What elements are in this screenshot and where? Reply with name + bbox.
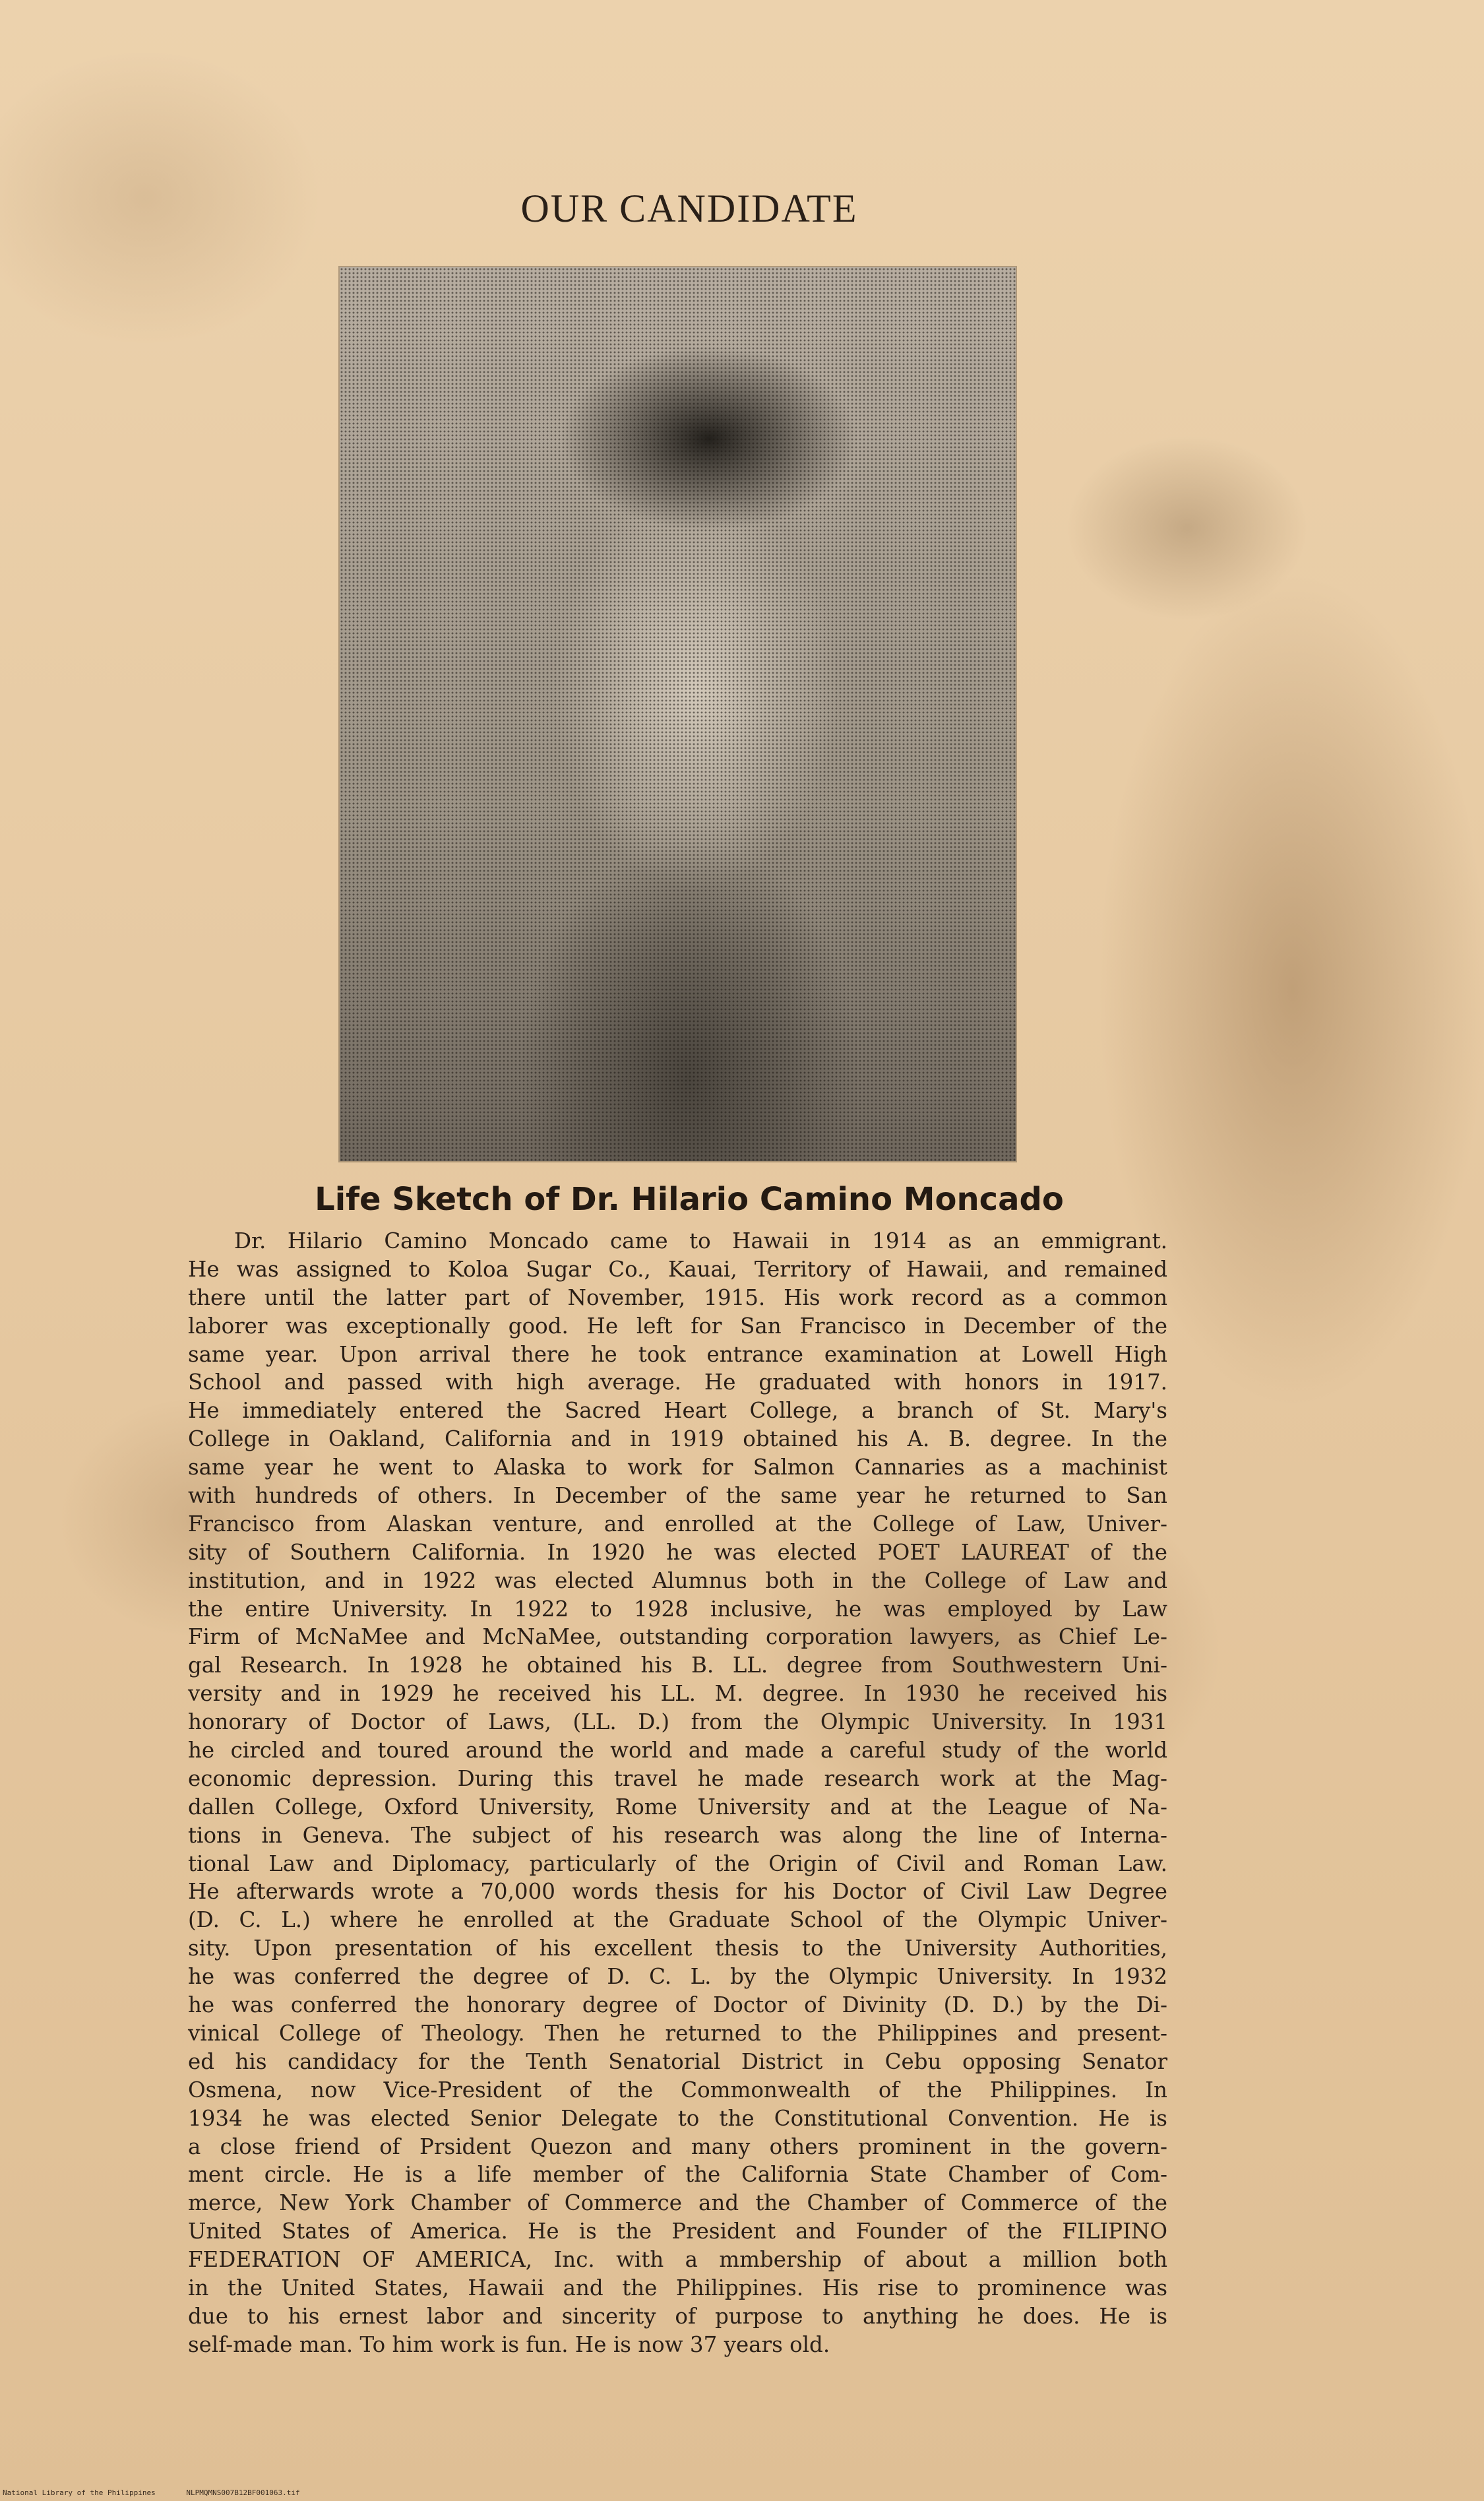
body-line: there until the latter part of November, 1915. His work record as a common bbox=[188, 1284, 1167, 1310]
body-line: College in Oakland, California and in 1919 obtained his A. B. degree. In the bbox=[188, 1426, 1167, 1452]
body-line: economic depression. During this travel he made research work at the Mag- bbox=[188, 1765, 1167, 1791]
article-heading: Life Sketch of Dr. Hilario Camino Moncado bbox=[315, 1181, 1064, 1218]
body-line: merce, New York Chamber of Commerce and the Chamber of Commerce of the bbox=[188, 2190, 1167, 2216]
body-line: tions in Geneva. The subject of his research was along the line of Interna- bbox=[188, 1822, 1167, 1848]
body-line: Firm of McNaMee and McNaMee, outstanding corporation lawyers, as Chief Le- bbox=[188, 1624, 1167, 1650]
body-line: due to his ernest labor and sincerity of purpose to anything he does. He is bbox=[188, 2303, 1167, 2329]
body-line: he circled and toured around the world and made a careful study of the world bbox=[188, 1738, 1167, 1763]
body-line: vinical College of Theology. Then he returned to the Philippines and present- bbox=[188, 2020, 1167, 2046]
body-line: He immediately entered the Sacred Heart College, a branch of St. Mary's bbox=[188, 1398, 1167, 1424]
body-line: he was conferred the degree of D. C. L. by the Olympic University. In 1932 bbox=[188, 1964, 1167, 1990]
body-line: honorary of Doctor of Laws, (LL. D.) from the Olympic University. In 1931 bbox=[188, 1709, 1167, 1735]
body-line: School and passed with high average. He graduated with honors in 1917. bbox=[188, 1370, 1167, 1395]
body-line: same year. Upon arrival there he took entrance examination at Lowell High bbox=[188, 1341, 1167, 1367]
body-line: Dr. Hilario Camino Moncado came to Hawaii in 1914 as an emmigrant. bbox=[234, 1228, 1167, 1253]
footer-file-name: NLPMQMNS007B12BF001063.tif bbox=[186, 2488, 300, 2497]
body-line: self-made man. To him work is fun. He is now 37 years old. bbox=[188, 2331, 830, 2357]
page-title: OUR CANDIDATE bbox=[520, 187, 858, 230]
body-line: Osmena, now Vice-President of the Commonwealth of the Philippines. In bbox=[188, 2077, 1167, 2103]
article-body bbox=[188, 1227, 1167, 2359]
body-line: ment circle. He is a life member of the California State Chamber of Com- bbox=[188, 2162, 1167, 2188]
body-line: He afterwards wrote a 70,000 words thesis for his Doctor of Civil Law Degree bbox=[188, 1879, 1167, 1905]
body-line: Francisco from Alaskan venture, and enrolled at the College of Law, Univer- bbox=[188, 1511, 1167, 1536]
body-line: 1934 he was elected Senior Delegate to the Constitutional Convention. He is bbox=[188, 2105, 1167, 2131]
body-line: gal Research. In 1928 he obtained his B. LL. degree from Southwestern Uni- bbox=[188, 1653, 1167, 1678]
body-line: tional Law and Diplomacy, particularly of the Origin of Civil and Roman Law. bbox=[188, 1851, 1167, 1876]
body-line: laborer was exceptionally good. He left for San Francisco in December of the bbox=[188, 1313, 1167, 1339]
body-line: institution, and in 1922 was elected Alumnus both in the College of Law and bbox=[188, 1567, 1167, 1593]
body-line: He was assigned to Koloa Sugar Co., Kauai, Territory of Hawaii, and remained bbox=[188, 1256, 1167, 1282]
portrait-photo bbox=[340, 267, 1016, 1161]
body-line: with hundreds of others. In December of the same year he returned to San bbox=[188, 1483, 1167, 1509]
body-line: dallen College, Oxford University, Rome University and at the League of Na- bbox=[188, 1794, 1167, 1820]
body-line: same year he went to Alaska to work for Salmon Cannaries as a machinist bbox=[188, 1455, 1167, 1480]
body-line: sity of Southern California. In 1920 he was elected POET LAUREAT of the bbox=[188, 1539, 1167, 1565]
body-line: the entire University. In 1922 to 1928 inclusive, he was employed by Law bbox=[188, 1596, 1167, 1622]
body-line: FEDERATION OF AMERICA, Inc. with a mmbership of about a million both bbox=[188, 2247, 1167, 2273]
body-line: ed his candidacy for the Tenth Senatorial District in Cebu opposing Senator bbox=[188, 2048, 1167, 2074]
body-line: he was conferred the honorary degree of Doctor of Divinity (D. D.) by the Di- bbox=[188, 1992, 1167, 2018]
archive-footer bbox=[3, 2488, 300, 2497]
body-line: sity. Upon presentation of his excellent thesis to the University Authorities, bbox=[188, 1936, 1167, 1961]
body-line: versity and in 1929 he received his LL. M. degree. In 1930 he received his bbox=[188, 1681, 1167, 1707]
body-line: in the United States, Hawaii and the Philippines. His rise to prominence was bbox=[188, 2275, 1167, 2300]
body-line: (D. C. L.) where he enrolled at the Graduate School of the Olympic Univer- bbox=[188, 1907, 1167, 1933]
footer-library-name: National Library of the Philippines bbox=[3, 2488, 156, 2497]
body-line: a close friend of Prsident Quezon and many others prominent in the govern- bbox=[188, 2134, 1167, 2159]
body-line: United States of America. He is the President and Founder of the FILIPINO bbox=[188, 2219, 1167, 2244]
